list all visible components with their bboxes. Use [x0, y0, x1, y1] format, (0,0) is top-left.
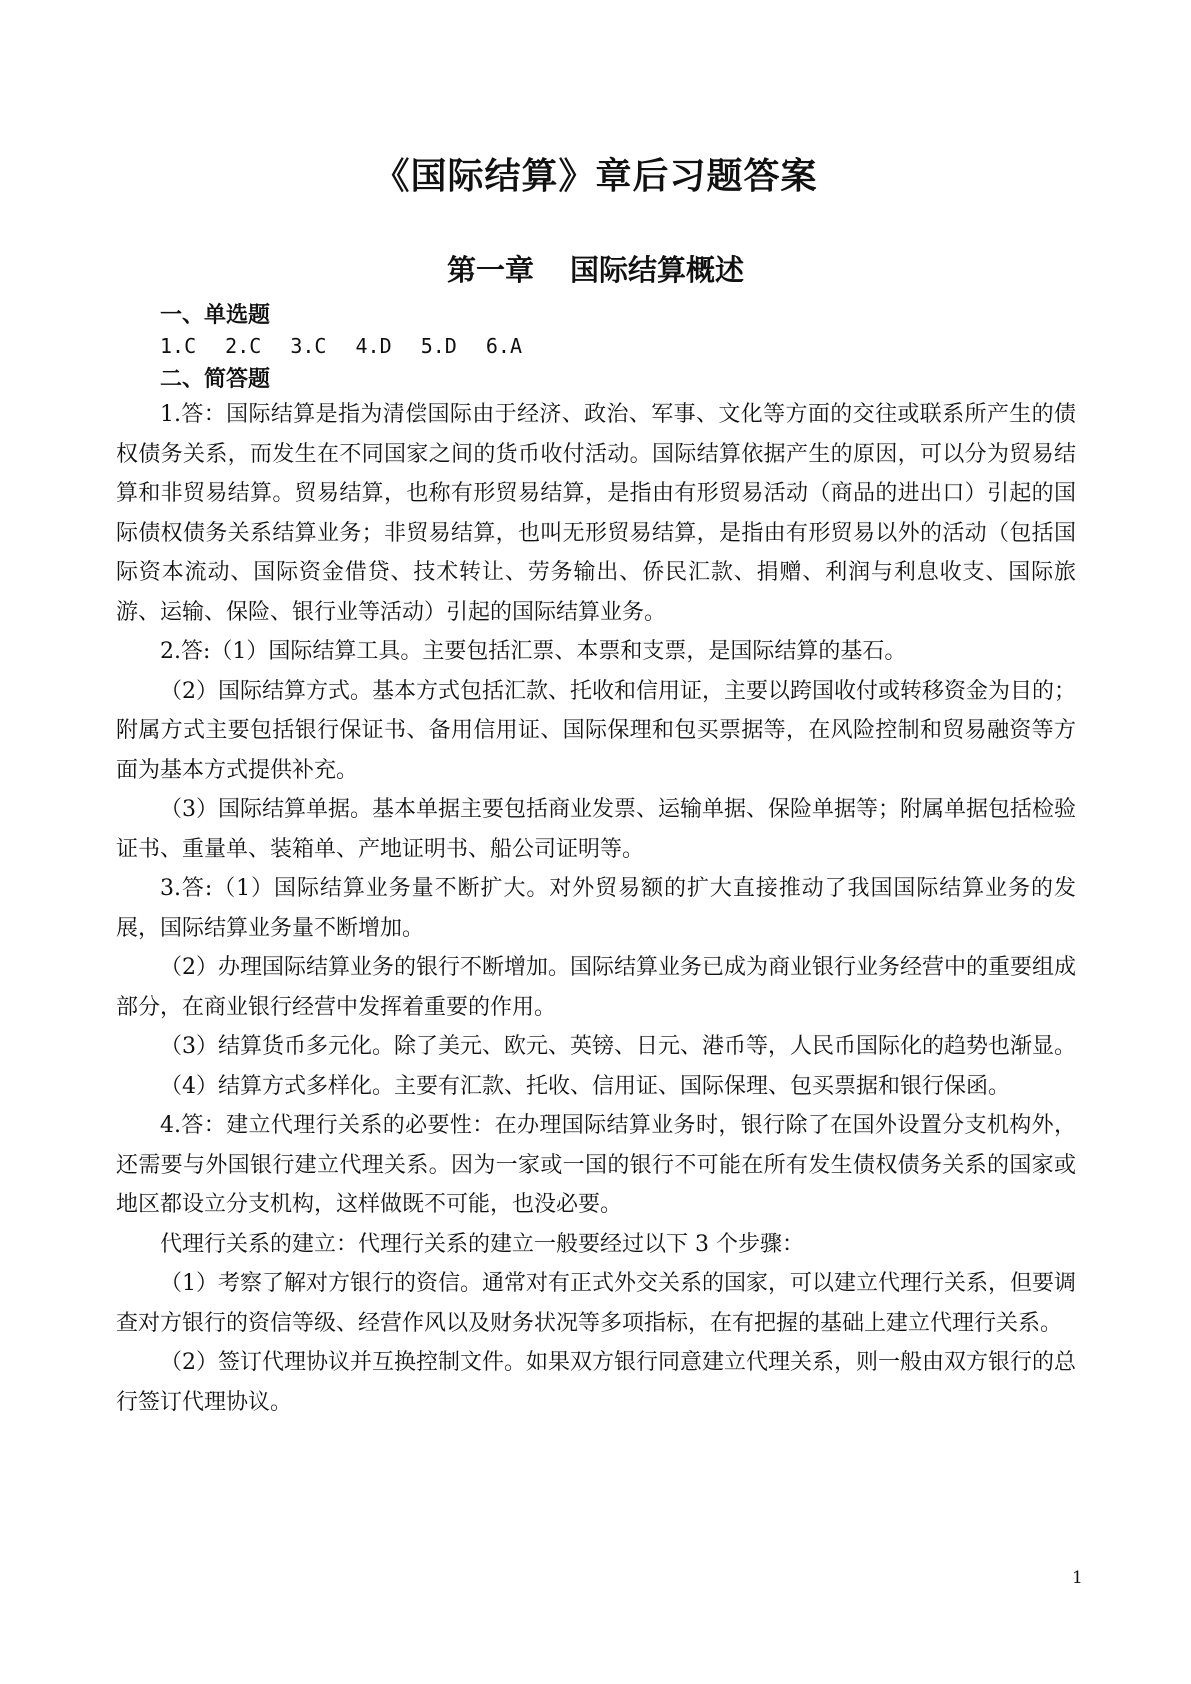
body-paragraph: 4.答：建立代理行关系的必要性：在办理国际结算业务时，银行除了在国外设置分支机构外，还需要与外国银行建立代理关系。因为一家或一国的银行不可能在所有发生债权债务关系的国家或地区都设立分支机构，这样做既不可能，也没必要。 [116, 1113, 1076, 1217]
answer-item: 4.D [355, 334, 392, 358]
chapter-heading [0, 248, 1191, 289]
body-paragraph: （2）办理国际结算业务的银行不断增加。国际结算业务已成为商业银行业务经营中的重要组成部分，在商业银行经营中发挥着重要的作用。 [116, 955, 1077, 1020]
answer-item: 3.C [290, 334, 327, 358]
section-heading-single-choice: 一、单选题 [160, 303, 271, 328]
document-title: 《国际结算》章后习题答案 [373, 156, 818, 197]
answer-item: 2.C [225, 334, 262, 358]
body-paragraph: （3）国际结算单据。基本单据主要包括商业发票、运输单据、保险单据等；附属单据包括检验证书、重量单、装箱单、产地证明书、船公司证明等。 [116, 797, 1077, 862]
body-paragraph: （2）国际结算方式。基本方式包括汇款、托收和信用证，主要以跨国收付或转移资金为目的；附属方式主要包括银行保证书、备用信用证、国际保理和包买票据等，在风险控制和贸易融资等方面为基本方式提供补充。 [116, 678, 1077, 783]
section-heading-short-answer: 二、简答题 [160, 367, 271, 392]
body-paragraph: （4）结算方式多样化。主要有汇款、托收、信用证、国际保理、包买票据和银行保函。 [160, 1073, 1010, 1099]
body-paragraph: （2）签订代理协议并互换控制文件。如果双方银行同意建立代理关系，则一般由双方银行的总行签订代理协议。 [116, 1350, 1077, 1415]
body-paragraph: （1）考察了解对方银行的资信。通常对有正式外交关系的国家，可以建立代理行关系，但要调查对方银行的资信等级、经营作风以及财务状况等多项指标，在有把握的基础上建立代理行关系。 [116, 1271, 1077, 1336]
body-paragraph: 1.答：国际结算是指为清偿国际由于经济、政治、军事、文化等方面的交往或联系所产生的债权债务关系，而发生在不同国家之间的货币收付活动。国际结算依据产生的原因，可以分为贸易结算和非贸易结算。贸易结算，也称有形贸易结算，是指由有形贸易活动（商品的进出口）引起的国际债权债务关系结算业务；非贸易结算，也叫无形贸易结算，是指由有形贸易以外的活动（包括国际资本流动、国际资金借贷、技术转让、劳务输出、侨民汇款、捐赠、利润与利息收支、国际旅游、运输、保险、银行业等活动）引起的国际结算业务。 [116, 402, 1076, 625]
answer-item: 6.A [485, 334, 522, 358]
answer-key [116, 331, 1076, 362]
answer-item: 1.C [160, 334, 197, 358]
answer-item: 5.D [420, 334, 457, 358]
body-paragraph: 3.答:（1）国际结算业务量不断扩大。对外贸易额的扩大直接推动了我国国际结算业务的发展，国际结算业务量不断增加。 [116, 876, 1076, 941]
page-number: 1 [1072, 1568, 1083, 1588]
chapter-name: 国际结算概述 [570, 253, 745, 287]
chapter-number: 第一章 [446, 253, 534, 287]
body-paragraph: 代理行关系的建立：代理行关系的建立一般要经过以下 3 个步骤： [160, 1231, 804, 1257]
body-paragraph: 2.答:（1）国际结算工具。主要包括汇票、本票和支票，是国际结算的基石。 [160, 639, 907, 664]
document-body [116, 300, 1076, 1422]
body-paragraph: （3）结算货币多元化。除了美元、欧元、英镑、日元、港币等，人民币国际化的趋势也渐显。 [160, 1034, 1077, 1059]
